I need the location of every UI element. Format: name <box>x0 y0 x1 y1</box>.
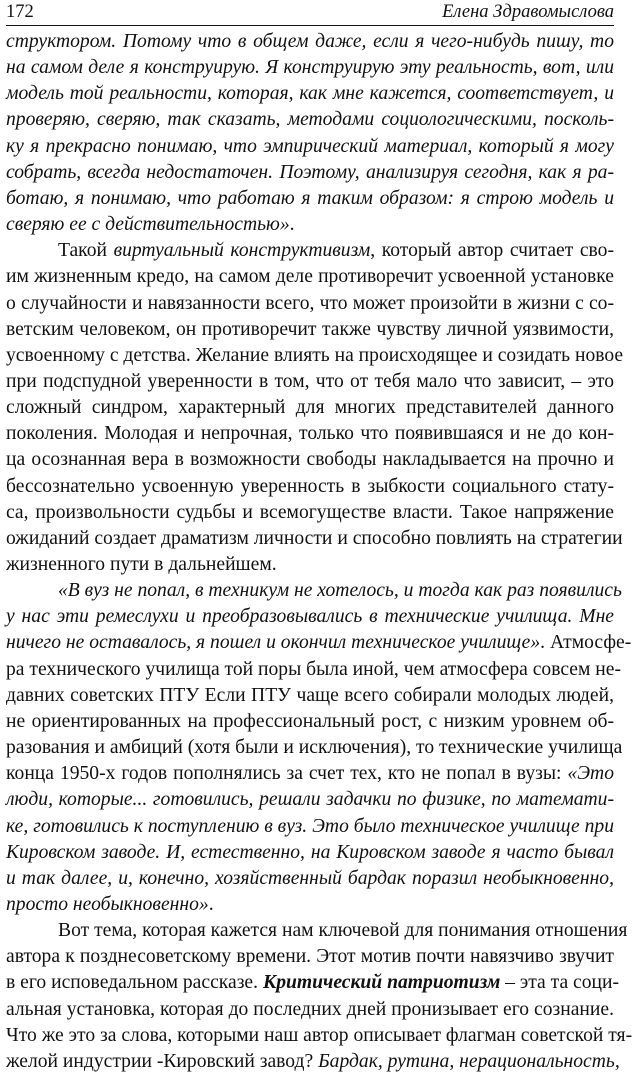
text-segment: . <box>289 214 295 236</box>
italic-segment: люди, которые... готовились, решали задачки по физике, по математи- <box>6 789 614 811</box>
text-line <box>6 552 614 578</box>
text-line <box>6 238 614 264</box>
italic-segment: ке, готовились к поступлению в вуз. Это было техническое училище при <box>6 815 614 837</box>
text-line <box>6 787 614 813</box>
text-line <box>6 1023 632 1049</box>
text-line <box>6 421 614 447</box>
text-line <box>6 604 614 630</box>
text-line <box>6 317 614 343</box>
text-segment: альная установка, которая до последних дней пронизывает его сознание. <box>6 998 614 1020</box>
text-segment: жизненного пути в дальнейшем. <box>6 554 277 575</box>
text-segment: – эта та соци- <box>500 972 620 994</box>
text-line <box>6 160 614 186</box>
text-segment: усвоенному с детства. Желание влиять на происходящее и созидать новое <box>6 344 624 366</box>
text-line <box>6 918 628 944</box>
text-segment: автора к позднесоветскому времени. Этот мотив почти навязчиво звучит <box>6 946 614 968</box>
text-line <box>6 761 614 787</box>
italic-segment: ничего не оставалось, я пошел и окончил техническое училище» <box>6 632 541 654</box>
text-segment: , который автор считает сво- <box>370 240 614 262</box>
text-line <box>6 186 614 212</box>
text-line <box>6 944 614 970</box>
text-line <box>6 369 614 395</box>
text-line <box>6 474 614 500</box>
text-segment: о случайности и навязанности всего, что может произойти в жизни с со- <box>6 292 614 314</box>
text-segment: ожиданий создает драматизм личности и способно повлиять на стратегии <box>6 527 623 549</box>
running-title-author: Елена Здравомыслова <box>442 2 614 22</box>
italic-segment: «Это <box>567 763 614 785</box>
text-line <box>6 395 614 421</box>
italic-segment: ку я прекрасно понимаю, что эмпирический материал, который я могу <box>6 135 614 157</box>
text-line <box>6 578 622 604</box>
text-line <box>6 500 614 526</box>
text-line <box>6 866 614 892</box>
text-segment: ра технического училища той поры была иной, чем атмосфера совсем не- <box>6 658 622 680</box>
italic-segment: проверяю, сверяю, так сказать, методами социологическими, посколь- <box>6 109 614 131</box>
italic-segment: виртуальный конструктивизм <box>113 240 371 262</box>
text-segment: в его исповедальном рассказе. <box>6 972 263 994</box>
text-line <box>6 447 614 473</box>
text-segment: разования и амбиций (хотя были и исключения), то технические училища <box>6 737 623 759</box>
text-line <box>6 683 614 709</box>
text-line <box>6 892 614 918</box>
text-line <box>6 29 614 55</box>
text-line <box>6 630 632 656</box>
text-segment: давних советских ПТУ Если ПТУ чаще всего собирали молодых людей, <box>6 684 614 706</box>
text-line <box>6 81 614 107</box>
text-line <box>6 735 623 761</box>
running-header <box>6 1 614 26</box>
italic-segment: просто необыкновенно» <box>6 893 209 915</box>
text-line <box>6 840 614 866</box>
text-segment: са, произвольности судьбы и всемогуществе власти. Такое напряжение <box>6 501 614 523</box>
text-line <box>6 657 622 683</box>
text-line <box>6 134 614 160</box>
text-line <box>6 291 614 317</box>
emphasis-bold-italic: Критический патриотизм <box>262 972 501 994</box>
text-segment: при подспудной уверенности в том, что от тебя мало что зависит, – это <box>6 370 614 392</box>
text-segment: Вот тема, которая кажется нам ключевой для понимания отношения <box>58 920 628 942</box>
italic-segment: собрать, всегда недостаточен. Поэтому, анализируя сегодня, как я ра- <box>6 161 614 183</box>
text-segment: не ориентированных на профессиональный рост, с низким уровнем об- <box>6 710 614 732</box>
italic-segment: модель той реальности, которая, как мне кажется, соответствует, и <box>6 83 614 105</box>
text-line <box>6 997 614 1023</box>
text-segment: Что же это за слова, которыми наш автор описывает флагман советской тя- <box>6 1024 632 1046</box>
text-line <box>6 970 620 996</box>
text-segment: им жизненным кредо, на самом деле противоречит усвоенной установке <box>6 266 614 288</box>
italic-segment: на самом деле я конструирую. Я конструирую эту реальность, вот, или <box>6 57 614 79</box>
italic-segment: и так далее, и, конечно, хозяйственный бардак поразил необыкновенно, <box>6 867 614 889</box>
text-line <box>6 212 614 238</box>
text-line <box>6 264 614 290</box>
text-segment: сложный синдром, характерный для многих представителей данного <box>6 397 614 419</box>
text-segment: ветским человеком, он противоречит также чувству личной уязвимости, <box>6 318 614 340</box>
italic-segment: «В вуз не попал, в техникум не хотелось, и тогда как раз появились <box>58 580 622 602</box>
text-line <box>6 343 624 369</box>
italic-segment: Бардак, рутина, нерациональность, <box>318 1050 620 1072</box>
page-number: 172 <box>6 2 34 22</box>
text-line <box>6 55 614 81</box>
text-line <box>6 709 614 735</box>
text-line <box>6 526 623 552</box>
text-segment: поколения. Молодая и непрочная, только что появившаяся и не до кон- <box>6 423 614 445</box>
text-segment: бессознательно усвоенную уверенность в зыбкости социального стату- <box>6 475 614 497</box>
italic-segment: Кировском заводе. И, естественно, на Кировском заводе я часто бывал <box>6 841 614 863</box>
text-line <box>6 107 614 133</box>
text-segment: ца осознанная вера в возможности свободы накладывается на прочно и <box>6 449 614 471</box>
italic-segment: ботаю, я понимаю, что работаю я таким образом: я строю модель и <box>6 187 614 209</box>
text-segment: Такой <box>58 240 114 262</box>
italic-segment: у нас эти ремеслухи и преобразовывались в технические училища. Мне <box>6 606 614 628</box>
text-line <box>6 814 614 840</box>
italic-segment: структором. Потому что в общем даже, если я чего-нибудь пишу, то <box>6 31 614 52</box>
text-segment: . <box>208 893 214 915</box>
text-segment: . Атмосфе- <box>540 632 632 654</box>
text-segment: конца 1950-х годов пополнялись за счет тех, кто не попал в вузы: <box>6 763 568 785</box>
italic-segment: сверяю ее с действительностью» <box>6 214 290 236</box>
text-segment: желой индустрии -Кировский завод? <box>6 1050 319 1072</box>
text-line <box>6 1049 620 1075</box>
